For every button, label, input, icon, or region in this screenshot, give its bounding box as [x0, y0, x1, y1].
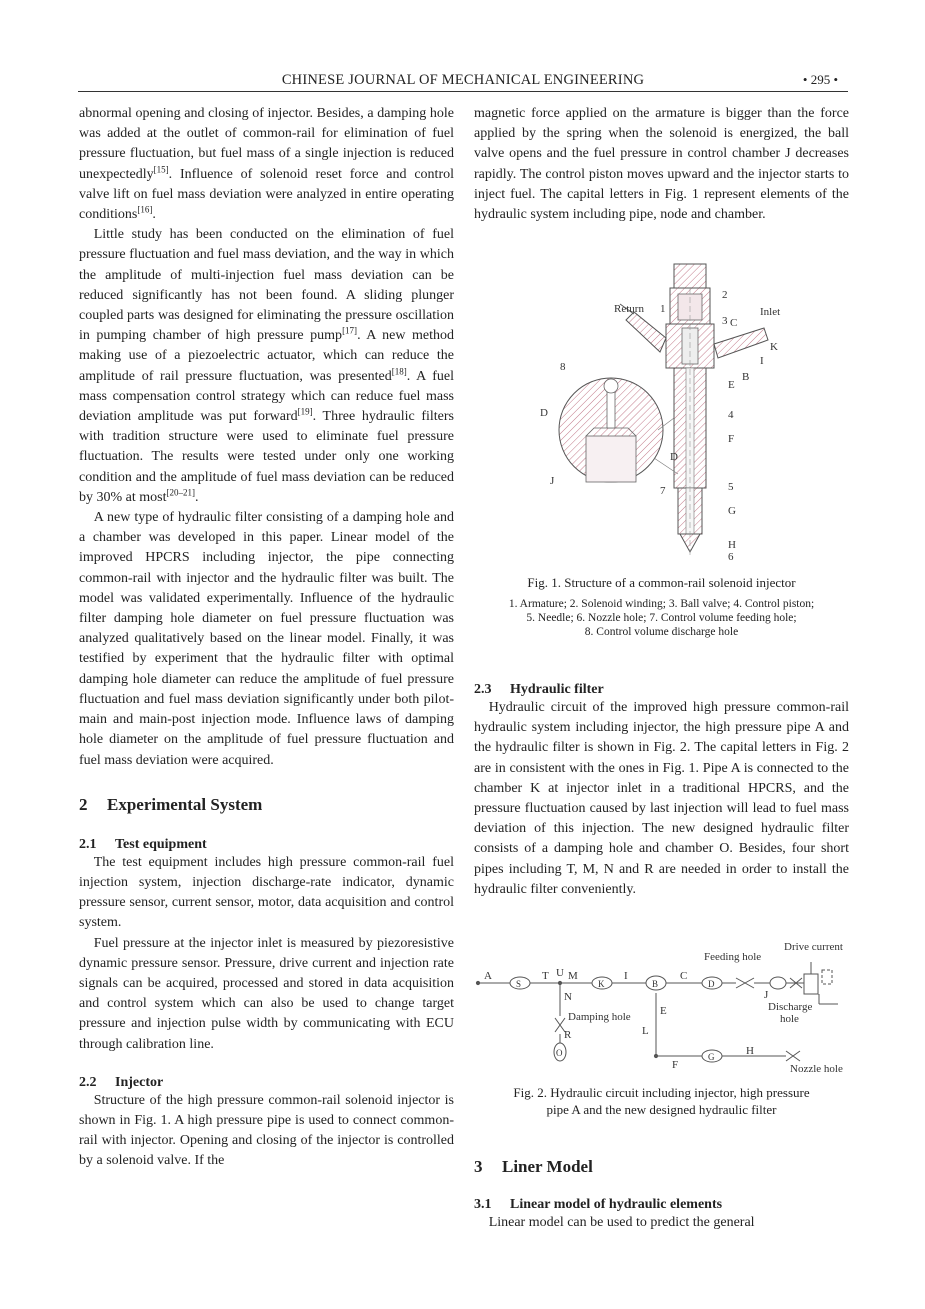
subsection-heading-2-3: 2.3 Hydraulic filter	[474, 682, 604, 697]
svg-text:F: F	[728, 433, 735, 445]
svg-text:J: J	[764, 989, 769, 1001]
svg-text:C: C	[730, 317, 738, 329]
svg-text:5: 5	[728, 481, 734, 493]
figure-2-labels	[484, 941, 843, 1075]
svg-text:C: C	[680, 970, 688, 982]
svg-text:K: K	[598, 979, 605, 989]
subsection-heading-2-1: 2.1 Test equipment	[79, 836, 207, 852]
svg-text:2: 2	[722, 289, 728, 301]
running-header	[78, 70, 848, 92]
section-2-3	[474, 682, 849, 900]
svg-text:N: N	[564, 991, 572, 1003]
svg-text:L: L	[642, 1025, 649, 1037]
left-column	[79, 104, 454, 1172]
svg-text:B: B	[652, 979, 659, 989]
svg-text:D: D	[540, 407, 548, 419]
figure-2-caption: Fig. 2. Hydraulic circuit including injector, high pressure pipe A and the new designed hydraulic filter	[513, 1085, 810, 1117]
svg-text:Damping hole: Damping hole	[568, 1011, 631, 1023]
paragraph-injector: Structure of the high pressure common-rail solenoid injector is shown in Fig. 1. A high pressure pipe is used to connect common-rail with injector. Opening and closing of the injector is controlled by a solenoid valve. If the	[79, 1092, 454, 1169]
svg-text:F: F	[672, 1059, 679, 1071]
paragraph-pressure-measurement: Fuel pressure at the injector inlet is measured by piezoresistive dynamic pressure sensor. Pressure, drive current and injection rate signals can be acquired, processed and stored in data acquisition and control system which can also be used to change target pressure and injection pulse width by communicating with ECU through calibration line.	[79, 935, 454, 1052]
citation: [15]	[153, 163, 169, 174]
svg-text:K: K	[770, 341, 778, 353]
citation: [19]	[297, 406, 313, 417]
figure-2	[474, 938, 849, 1078]
svg-text:B: B	[742, 371, 750, 383]
right-column	[474, 104, 849, 225]
figure-1-legend: 1. Armature; 2. Solenoid winding; 3. Ball valve; 4. Control piston; 5. Needle; 6. Nozzle hole; 7. Control volume feeding hole; 8. Control volume discharge hole	[508, 598, 815, 638]
paragraph-test-equipment: The test equipment includes high pressure common-rail fuel injection system, injection discharge-rate indicator, dynamic pressure sensor, current sensor, motor, data acquisition and control system.	[79, 854, 454, 931]
section-heading-3: 3 Liner Model	[474, 1157, 593, 1176]
svg-text:3: 3	[722, 315, 728, 327]
paragraph-linear-model: Linear model can be used to predict the general	[488, 1215, 755, 1230]
injector-drawing	[474, 258, 849, 570]
paragraph-intro-continued: abnormal opening and closing of injector. Besides, a damping hole was added at the outlet of common-rail for elimination of fuel pressure fluctuation, but fuel mass of a single injection is reduced unexpectedly[15]. Influence of solenoid reset force and control valve lift on fuel mass deviation were analyzed in entire operating conditions[16].	[79, 106, 454, 223]
svg-text:Inlet: Inlet	[760, 306, 781, 318]
svg-text:7: 7	[660, 485, 666, 497]
page-number: • 295 •	[802, 72, 838, 87]
citation: [16]	[137, 204, 153, 215]
svg-text:Nozzle hole: Nozzle hole	[790, 1063, 843, 1075]
section-heading-2: 2 Experimental System	[79, 794, 263, 814]
svg-text:6: 6	[728, 551, 734, 563]
paragraph-literature: Little study has been conducted on the elimination of fuel pressure fluctuation and fuel mass deviation, and the way in which the amplitude of multi-injection fuel mass deviation can be reduced significantly has not been found. A sliding plunger coupled parts was designed for eliminating the pressure oscillation in pumping chamber of high pressure pump[17]. A new method making use of a piezoelectric actuator, which can reduce the amplitude of rail pressure fluctuation, was presented[18]. A fuel mass compensation control strategy which can reduce fuel mass deviation amplitude was put forward[19]. Three hydraulic filters with tradition structure were used to eliminate fuel pressure fluctuation. The results were tested under only one working condition and the amplitude of fuel mass deviation can be reduced by 30% at most[20–21].	[79, 227, 454, 505]
svg-text:Feeding hole: Feeding hole	[704, 951, 762, 963]
svg-text:H: H	[746, 1045, 754, 1057]
svg-text:J: J	[550, 475, 555, 487]
svg-text:I: I	[624, 970, 628, 982]
citation: [17]	[342, 325, 358, 336]
svg-text:D: D	[708, 979, 715, 989]
svg-text:M: M	[568, 970, 578, 982]
svg-text:4: 4	[728, 409, 734, 421]
paragraph-contribution: A new type of hydraulic filter consisting of a damping hole and a chamber was developed in this paper. Linear model of the improved HPCRS including injector, the pipe connecting common-rail with injector and the hydraulic filter was built. The model was validated experimentally. Influence of the hydraulic filter damping hole diameter on fuel pressure fluctuation was analyzed qualitatively based on the linear model. Finally, it was testified by experiment that the hydraulic filter with optimal damping hole diameter can reduce the amplitude of fuel pressure fluctuation and fuel mass deviation significantly under both pilot-main and main-post injection mode. Influence laws of damping hole diameter on the amplitude of fuel pressure fluctuation and fuel mass deviation were acquired.	[79, 510, 454, 768]
svg-text:G: G	[728, 505, 736, 517]
figure-1	[474, 258, 849, 570]
svg-text:O: O	[556, 1048, 563, 1058]
subsection-heading-3-1: 3.1 Linear model of hydraulic elements	[474, 1197, 723, 1212]
svg-text:hole: hole	[780, 1013, 799, 1025]
svg-text:R: R	[564, 1029, 572, 1041]
svg-text:1: 1	[660, 303, 666, 315]
svg-text:I: I	[760, 355, 764, 367]
paragraph-injector-continued: magnetic force applied on the armature is bigger than the force applied by the spring when the solenoid is energized, the ball valve opens and the fuel pressure in control chamber J decreases rapidly. The control piston moves upward and the injector starts to inject fuel. The capital letters in Fig. 1 represent elements of the hydraulic system including pipe, node and chamber.	[474, 106, 849, 223]
svg-text:E: E	[660, 1005, 667, 1017]
svg-text:Return: Return	[614, 303, 644, 315]
detail-circle	[559, 378, 678, 482]
svg-text:A: A	[484, 970, 492, 982]
svg-text:T: T	[542, 970, 549, 982]
svg-text:Discharge: Discharge	[768, 1001, 813, 1013]
citation: [20–21]	[166, 487, 195, 498]
subsection-heading-2-2: 2.2 Injector	[79, 1074, 164, 1090]
svg-text:8: 8	[560, 361, 566, 373]
svg-text:D: D	[670, 451, 678, 463]
journal-title: CHINESE JOURNAL OF MECHANICAL ENGINEERING	[281, 72, 645, 88]
svg-text:U: U	[556, 967, 564, 979]
header-rule	[78, 91, 848, 92]
svg-text:G: G	[708, 1052, 715, 1062]
paragraph-hydraulic-filter: Hydraulic circuit of the improved high pressure common-rail hydraulic system including injector, the high pressure pipe A and the hydraulic filter is shown in Fig. 2. The capital letters in Fig. 2 are in consistent with the ones in Fig. 1. Pipe A is connected to the chamber K at injector inlet in a traditional HPCRS, and the pressure fluctuation caused by last injection will lead to fuel mass deviation of this injection. The new designed hydraulic filter consists of a damping hole and chamber O. Besides, four short pipes including T, M, N and R are needed in order to install the hydraulic filter conveniently.	[474, 700, 849, 897]
citation: [18]	[391, 365, 407, 376]
figure-1-caption: Fig. 1. Structure of a common-rail solenoid injector	[527, 575, 796, 590]
svg-text:E: E	[728, 379, 735, 391]
svg-text:S: S	[516, 979, 522, 989]
svg-text:H: H	[728, 539, 736, 551]
svg-text:Drive current: Drive current	[784, 941, 843, 953]
section-3	[474, 1157, 849, 1233]
hydraulic-circuit-diagram	[474, 938, 849, 1078]
